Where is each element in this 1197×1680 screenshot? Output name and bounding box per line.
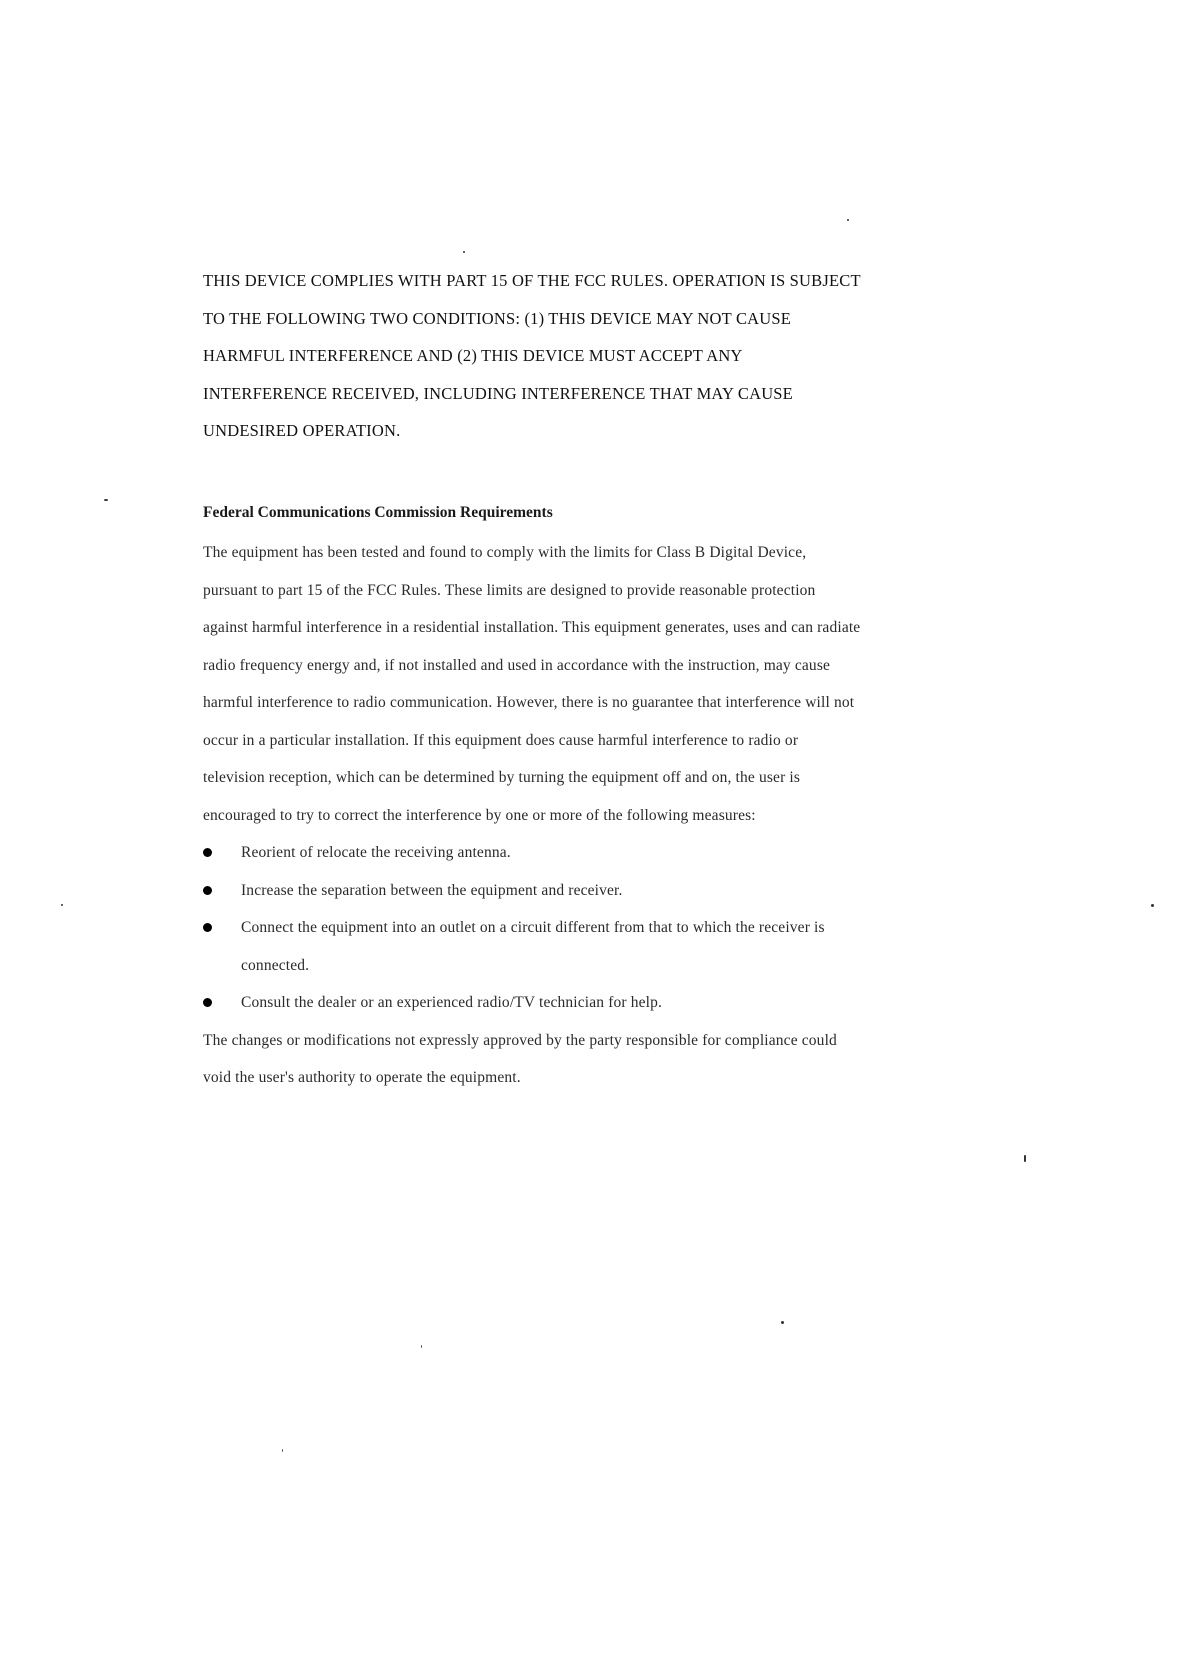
- list-item-text: Increase the separation between the equipment and receiver.: [241, 881, 623, 899]
- scan-speck: [104, 499, 108, 501]
- paragraph-line: void the user's authority to operate the equipment.: [203, 1069, 521, 1086]
- list-item-text: connected.: [241, 956, 310, 974]
- bullet-icon: [203, 998, 212, 1007]
- section-heading: Federal Communications Commission Requirements: [203, 504, 553, 521]
- paragraph-line: The equipment has been tested and found to comply with the limits for Class B Digital Device,: [203, 544, 807, 561]
- paragraph-line: occur in a particular installation. If this equipment does cause harmful interference to radio or: [203, 731, 799, 749]
- scan-speck: [421, 1345, 422, 1348]
- scan-speck: [282, 1449, 283, 1452]
- scan-speck: [61, 904, 63, 906]
- list-item-text: Connect the equipment into an outlet on a circuit different from that to which the receiver is: [241, 919, 825, 936]
- paragraph-line: television reception, which can be determined by turning the equipment off and on, the user is: [203, 769, 801, 786]
- statement-line: TO THE FOLLOWING TWO CONDITIONS: (1) THIS DEVICE MAY NOT CAUSE: [203, 308, 792, 328]
- fcc-compliance-statement: [203, 262, 1063, 450]
- paragraph-line: The changes or modifications not expressly approved by the party responsible for compliance could: [203, 1031, 837, 1049]
- bullet-icon: [203, 886, 212, 895]
- scan-speck: [781, 1321, 784, 1324]
- closing-paragraph: [203, 1022, 1103, 1097]
- list-item-text: Consult the dealer or an experienced radio/TV technician for help.: [241, 994, 663, 1011]
- scan-speck: [463, 251, 465, 253]
- paragraph-line: pursuant to part 15 of the FCC Rules. These limits are designed to provide reasonable protection: [203, 581, 816, 599]
- statement-line: UNDESIRED OPERATION.: [203, 421, 401, 440]
- bullet-icon: [203, 923, 212, 932]
- list-item-text: Reorient of relocate the receiving antenna.: [241, 844, 511, 861]
- scan-speck: [1024, 1155, 1026, 1162]
- statement-line: INTERFERENCE RECEIVED, INCLUDING INTERFERENCE THAT MAY CAUSE: [203, 383, 793, 403]
- paragraph-line: radio frequency energy and, if not installed and used in accordance with the instruction, may cause: [203, 656, 831, 674]
- list-item: [203, 909, 1103, 984]
- statement-line: THIS DEVICE COMPLIES WITH PART 15 OF THE FCC RULES. OPERATION IS SUBJECT: [203, 271, 861, 290]
- paragraph-line: encouraged to try to correct the interference by one or more of the following measures:: [203, 806, 756, 824]
- paragraph-line: harmful interference to radio communication. However, there is no guarantee that interference will not: [203, 694, 855, 711]
- intro-paragraph: [203, 534, 1103, 834]
- statement-line: HARMFUL INTERFERENCE AND (2) THIS DEVICE MUST ACCEPT ANY: [203, 346, 743, 365]
- list-item: [203, 872, 1103, 910]
- measures-list: [203, 834, 1103, 1022]
- scan-speck: [1151, 904, 1154, 907]
- paragraph-line: against harmful interference in a residential installation. This equipment generates, uses and can radiate: [203, 619, 861, 636]
- bullet-icon: [203, 848, 212, 857]
- list-item: [203, 834, 1103, 872]
- scan-speck: [847, 219, 849, 221]
- list-item: [203, 984, 1103, 1022]
- requirements-body: [203, 534, 1103, 1097]
